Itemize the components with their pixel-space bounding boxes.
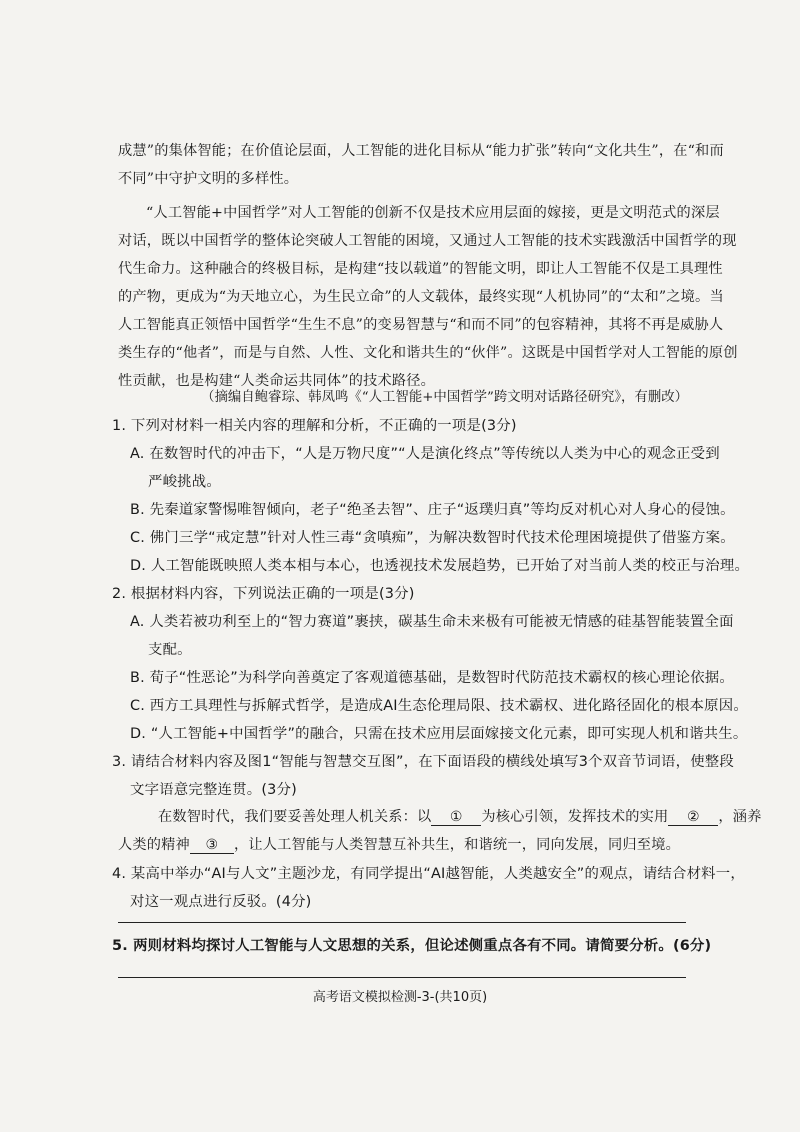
question-3-stem: 3. 请结合材料内容及图1“智能与智慧交互图”，在下面语段的横线处填写3个双音节词语，使整段 xyxy=(112,754,734,770)
q1-option-c: C. 佛门三学“戒定慧”针对人性三毒“贪嗔痴”，为解决数智时代技术伦理困境提供了借鉴方案。 xyxy=(130,530,735,546)
passage-line: 类生存的“他者”，而是与自然、人性、文化和谐共生的“伙伴”。这既是中国哲学对人工智能的原创 xyxy=(118,345,738,361)
q3-fill-line-1 xyxy=(158,806,762,826)
q3-blank-3[interactable]: ③ xyxy=(190,837,234,854)
q3-blank-1[interactable]: ① xyxy=(431,809,481,826)
question-1-stem: 1. 下列对材料一相关内容的理解和分析，不正确的一项是(3分) xyxy=(112,418,517,434)
answer-line[interactable] xyxy=(118,977,686,978)
passage-line: 代生命力。这种融合的终极目标，是构建“技以载道”的智能文明，即让人工智能不仅是工具理性 xyxy=(118,261,723,277)
source-citation: （摘编自鲍睿琮、韩凤鸣《“人工智能+中国哲学”跨文明对话路径研究》，有删改） xyxy=(201,390,688,405)
q2-option-b: B. 荀子“性恶论”为科学向善奠定了客观道德基础，是数智时代防范技术霸权的核心理论依据。 xyxy=(130,670,734,686)
passage-line: 不同”中守护文明的多样性。 xyxy=(118,171,299,187)
q3-text: 为核心引领，发挥技术的实用 xyxy=(481,809,669,825)
question-3-stem-cont: 文字语意完整连贯。(3分) xyxy=(130,782,297,798)
question-4-stem: 4. 某高中举办“AI与人文”主题沙龙，有同学提出“AI越智能，人类越安全”的观点，请结合材料一， xyxy=(112,866,745,882)
q2-option-a: A. 人类若被功利至上的“智力赛道”裹挟，碳基生命未来极有可能被无情感的硅基智能装置全面 xyxy=(130,614,734,630)
q3-text: ，让人工智能与人类智慧互补共生，和谐统一，同向发展，同归至境。 xyxy=(233,837,680,853)
question-5-stem: 5. 两则材料均探讨人工智能与人文思想的关系，但论述侧重点各有不同。请简要分析。(6分) xyxy=(112,938,712,954)
q1-option-b: B. 先秦道家警惕唯智倾向，老子“绝圣去智”、庄子“返璞归真”等均反对机心对人身心的侵蚀。 xyxy=(130,502,735,518)
passage-line: 的产物，更成为“为天地立心，为生民立命”的人文载体，最终实现“人机协同”的“太和”之境。当 xyxy=(118,289,724,305)
answer-line[interactable] xyxy=(118,922,686,923)
q1-option-d: D. 人工智能既映照人类本相与本心，也透视技术发展趋势，已开始了对当前人类的校正与治理。 xyxy=(130,558,750,574)
passage-line: 成慧”的集体智能；在价值论层面，人工智能的进化目标从“能力扩张”转向“文化共生”，在“和而 xyxy=(118,143,724,159)
q2-option-a-cont: 支配。 xyxy=(148,642,192,658)
q3-text: ，涵养 xyxy=(718,809,762,825)
q3-text: 在数智时代，我们要妥善处理人机关系：以 xyxy=(158,809,432,825)
q3-fill-line-2 xyxy=(118,834,680,854)
passage-line: 对话，既以中国哲学的整体论突破人工智能的困境，又通过人工智能的技术实践激活中国哲学的现 xyxy=(118,233,737,249)
q2-option-d: D. “人工智能+中国哲学”的融合，只需在技术应用层面嫁接文化元素，即可实现人机和谐共生。 xyxy=(130,726,748,742)
page-footer: 高考语文模拟检测-3-(共10页) xyxy=(312,990,488,1005)
q3-blank-2[interactable]: ② xyxy=(668,809,718,826)
passage-line: 人工智能真正领悟中国哲学“生生不息”的变易智慧与“和而不同”的包容精神，其将不再是威胁人 xyxy=(118,317,724,333)
passage-line: 性贡献，也是构建“人类命运共同体”的技术路径。 xyxy=(118,373,436,389)
question-2-stem: 2. 根据材料内容，下列说法正确的一项是(3分) xyxy=(112,586,415,602)
q3-text: 人类的精神 xyxy=(118,837,190,853)
q1-option-a: A. 在数智时代的冲击下，“人是万物尺度”“人是演化终点”等传统以人类为中心的观念正受到 xyxy=(130,446,720,462)
q2-option-c: C. 西方工具理性与拆解式哲学，是造成AI生态伦理局限、技术霸权、进化路径固化的根本原因。 xyxy=(130,698,748,714)
q1-option-a-cont: 严峻挑战。 xyxy=(148,474,221,490)
question-4-stem-cont: 对这一观点进行反驳。(4分) xyxy=(130,894,312,910)
passage-line: “人工智能+中国哲学”对人工智能的创新不仅是技术应用层面的嫁接，更是文明范式的深层 xyxy=(146,205,720,221)
